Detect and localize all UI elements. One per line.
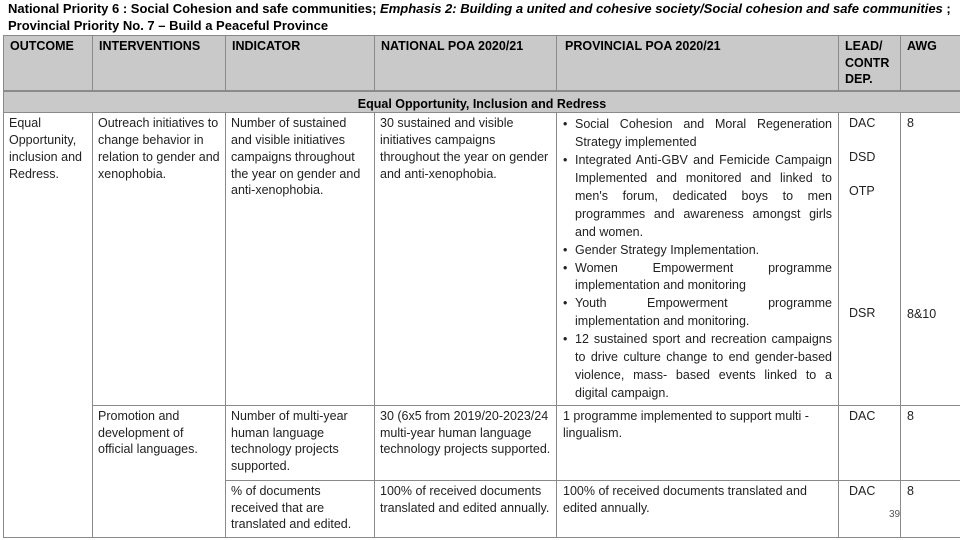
- lead-dep-dsr: DSR: [849, 306, 876, 321]
- lead-dep-otp: OTP: [849, 184, 875, 199]
- awg-value: 8: [907, 116, 914, 131]
- col-outcome: OUTCOME: [4, 36, 93, 91]
- intervention-cell: Outreach initiatives to change behavior in relation to gender and xenophobia.: [93, 113, 226, 406]
- list-item: • 12 sustained sport and recreation campaigns to drive culture change to end gender-based violence, mass- based events linked to a digital campaign.: [563, 331, 832, 403]
- section-row: [4, 91, 960, 113]
- national-poa-cell: 100% of received documents translated and edited annually.: [375, 480, 557, 537]
- provincial-poa-cell: 1 programme implemented to support multi -lingualism.: [557, 405, 839, 480]
- col-interventions: INTERVENTIONS: [93, 36, 226, 91]
- col-national-poa: NATIONAL POA 2020/21: [375, 36, 557, 91]
- list-item: • Social Cohesion and Moral Regeneration Strategy implemented: [563, 116, 832, 152]
- priority-table: [3, 35, 960, 538]
- lead-dep-cell: DAC: [839, 405, 901, 480]
- title-emphasis: Emphasis 2: Building a united and cohesive society/Social cohesion and safe communities: [380, 1, 943, 16]
- lead-dep-cell: [839, 113, 901, 406]
- indicator-cell: Number of multi-year human language technology projects supported.: [226, 405, 375, 480]
- section-title: Equal Opportunity, Inclusion and Redress: [4, 91, 960, 113]
- provincial-poa-list: [563, 116, 832, 403]
- col-provincial-poa: PROVINCIAL POA 2020/21: [557, 36, 839, 91]
- col-awg: AWG: [901, 36, 960, 91]
- indicator-cell: % of documents received that are translated and edited.: [226, 480, 375, 537]
- outcome-cell: Equal Opportunity, inclusion and Redress.: [4, 113, 93, 538]
- awg-cell: 8: [901, 480, 960, 537]
- header-row: [4, 36, 960, 91]
- title-lead: National Priority 6 : Social Cohesion and safe communities;: [8, 1, 381, 16]
- national-poa-cell: 30 (6x5 from 2019/20-2023/24 multi-year human language technology projects supported.: [375, 405, 557, 480]
- table-row: [4, 113, 960, 406]
- awg-cell: 8: [901, 405, 960, 480]
- provincial-poa-cell: [557, 113, 839, 406]
- list-item: • Integrated Anti-GBV and Femicide Campaign Implemented and monitored and linked to men's forum, dedicated boys to men programmes and awareness amongst girls and women.: [563, 152, 832, 242]
- page-title: [8, 0, 953, 34]
- list-item: • Youth Empowerment programme implementation and monitoring.: [563, 295, 832, 331]
- awg-cell: [901, 113, 960, 406]
- list-item: • Women Empowerment programme implementation and monitoring: [563, 260, 832, 296]
- page-number: 39: [889, 509, 901, 520]
- provincial-poa-cell: 100% of received documents translated and edited annually.: [557, 480, 839, 537]
- indicator-cell: Number of sustained and visible initiatives campaigns throughout the year on gender and anti-xenophobia.: [226, 113, 375, 406]
- title-tail: ; Provincial Priority No. 7 – Build a Peaceful Province: [8, 1, 951, 33]
- list-item: • Gender Strategy Implementation.: [563, 242, 832, 260]
- intervention-cell: Promotion and development of official languages.: [93, 405, 226, 537]
- national-poa-cell: 30 sustained and visible initiatives campaigns throughout the year on gender and anti-xenophobia.: [375, 113, 557, 406]
- lead-dep-dac: DAC: [849, 116, 876, 131]
- col-lead-dep: LEAD/ CONTR DEP.: [839, 36, 901, 91]
- table-row: [4, 405, 960, 480]
- lead-dep-cell: DAC: [839, 480, 901, 537]
- lead-dep-dsd: DSD: [849, 150, 876, 165]
- col-indicator: INDICATOR: [226, 36, 375, 91]
- awg-value: 8&10: [907, 307, 937, 322]
